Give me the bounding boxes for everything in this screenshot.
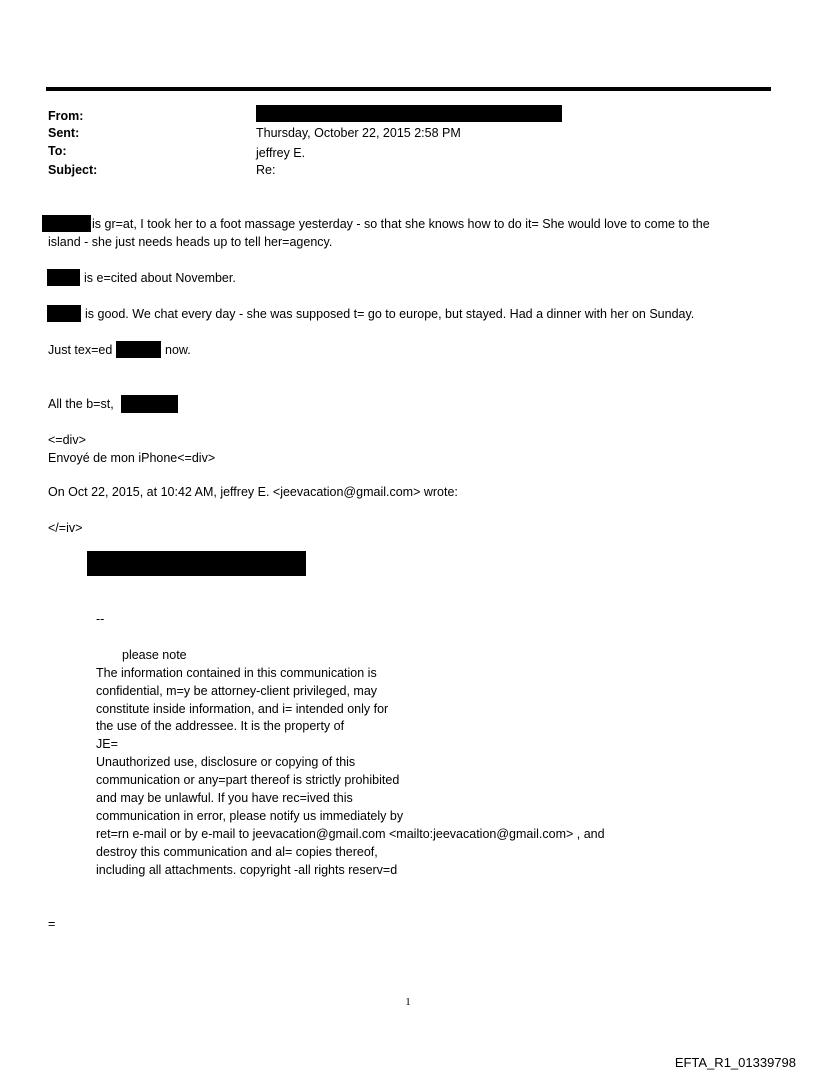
disclaimer-line: and may be unlawful. If you have rec=ived this bbox=[96, 791, 353, 805]
redaction-signature bbox=[121, 395, 178, 413]
disclaimer-line: the use of the addressee. It is the property of bbox=[96, 719, 345, 733]
subject-value: Re: bbox=[256, 163, 276, 177]
body-p4-before: Just tex=ed bbox=[48, 343, 113, 357]
to-label: To: bbox=[48, 144, 67, 158]
body-p4-after: now. bbox=[165, 343, 191, 357]
disclaimer-line: Unauthorized use, disclosure or copying of this bbox=[96, 755, 356, 769]
body-p1-line1: is gr=at, I took her to a foot massage yesterday - so that she knows how to do it= She would love to come to the bbox=[92, 217, 710, 231]
disclaimer-line: JE= bbox=[96, 737, 118, 751]
quoted-please-note: please note bbox=[122, 648, 187, 662]
div-tag: <=div> bbox=[48, 433, 86, 447]
redaction-name-1 bbox=[42, 215, 91, 232]
disclaimer-line: communication or any=part thereof is strictly prohibited bbox=[96, 773, 400, 787]
header-rule bbox=[46, 87, 771, 91]
disclaimer-line: The information contained in this communication is bbox=[96, 666, 377, 680]
redaction-name-4 bbox=[116, 341, 161, 358]
body-p1-line2: island - she just needs heads up to tell her=agency. bbox=[48, 235, 333, 249]
disclaimer-line: destroy this communication and al= copies thereof, bbox=[96, 845, 378, 859]
to-value: jeffrey E. bbox=[256, 146, 306, 160]
from-label: From: bbox=[48, 109, 84, 123]
subject-label: Subject: bbox=[48, 163, 98, 177]
disclaimer-line: communication in error, please notify us immediately by bbox=[96, 809, 404, 823]
page-number: 1 bbox=[405, 996, 411, 1008]
redaction-name-3 bbox=[47, 305, 81, 322]
quoted-dashes: -- bbox=[96, 612, 105, 626]
bates-number: EFTA_R1_01339798 bbox=[674, 1055, 796, 1070]
body-p3: is good. We chat every day - she was supposed t= go to europe, but stayed. Had a dinner with her on Sunday. bbox=[85, 307, 695, 321]
trailing-equals: = bbox=[48, 917, 56, 931]
body-p2: is e=cited about November. bbox=[84, 271, 236, 285]
sent-from-line: Envoyé de mon iPhone<=div> bbox=[48, 451, 216, 465]
sent-label: Sent: bbox=[48, 126, 80, 140]
redaction-name-2 bbox=[47, 269, 80, 286]
disclaimer-line: confidential, m=y be attorney-client privileged, may bbox=[96, 684, 378, 698]
close-div-tag: </=iv> bbox=[48, 521, 83, 535]
signoff: All the b=st, bbox=[48, 397, 114, 411]
disclaimer-line: constitute inside information, and i= intended only for bbox=[96, 702, 389, 716]
sent-value: Thursday, October 22, 2015 2:58 PM bbox=[256, 126, 461, 140]
disclaimer-line: including all attachments. copyright -all rights reserv=d bbox=[96, 863, 398, 877]
redaction-quoted bbox=[87, 551, 306, 576]
quote-header: On Oct 22, 2015, at 10:42 AM, jeffrey E. <jeevacation@gmail.com> wrote: bbox=[48, 485, 458, 499]
disclaimer-line: ret=rn e-mail or by e-mail to jeevacation@gmail.com <mailto:jeevacation@gmail.com> , and bbox=[96, 827, 605, 841]
redaction-from bbox=[256, 105, 562, 122]
